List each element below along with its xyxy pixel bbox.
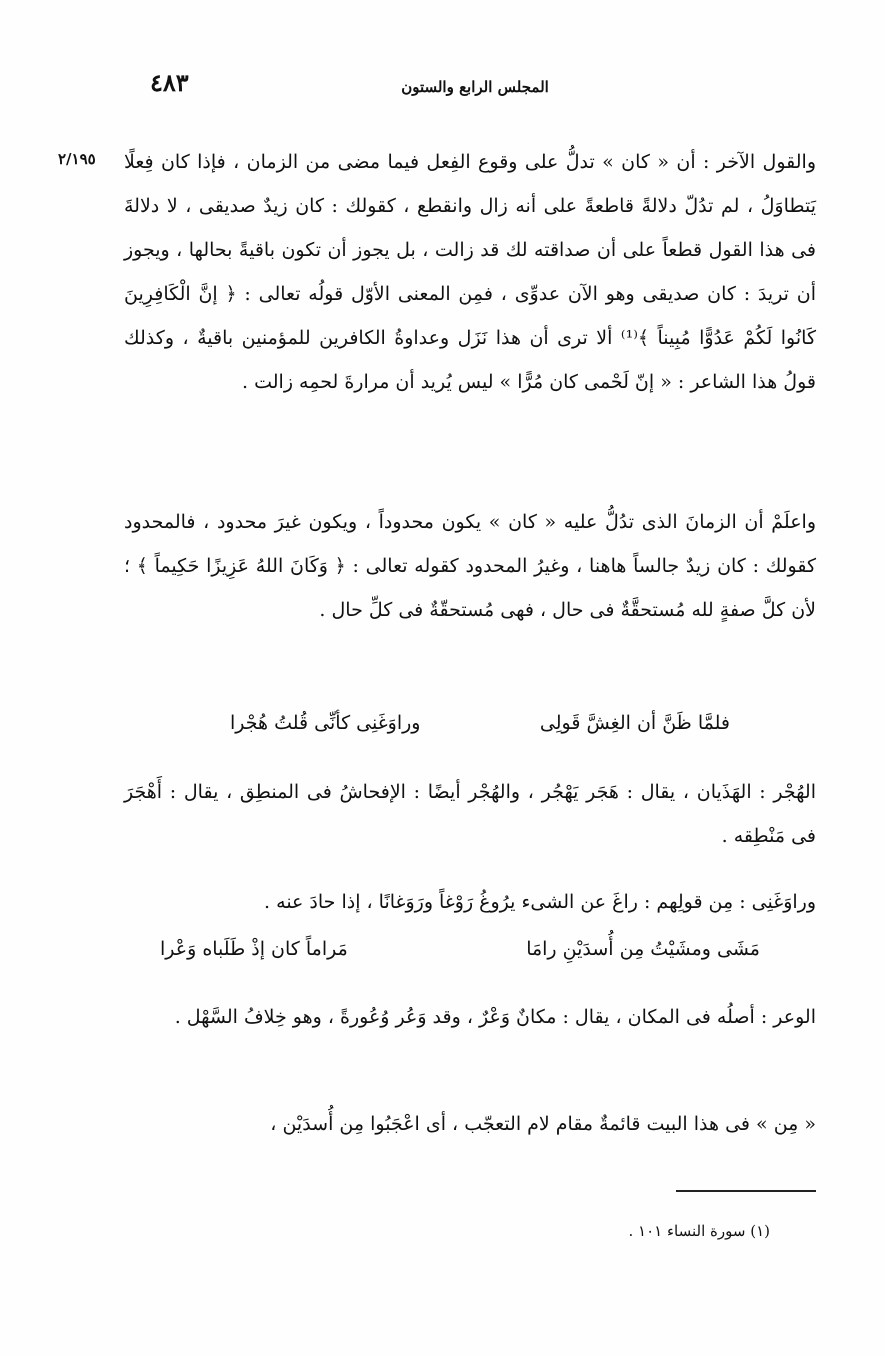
verse-1-left-hemistich: وراوَغَنِى كأنِّى قُلتُ هُجْرا <box>230 712 421 734</box>
paragraph-5-text: الوعر : أصلُه فى المكان ، يقال : مكانٌ وَعْرٌ ، وقد وَعُر وُعُورةً ، وهو خِلافُ السَّهْل . <box>174 1006 816 1028</box>
paragraph-1-text: والقول الآخر : أن « كان » تدلُّ على وقوع الفِعل فيما مضى من الزمان ، فإذا كان فِعلًا يَتطاوَلُ ، لم تدُلّ دلالةً قاطعةً على أنه زال وانقطع ، كقولك : كان زيدٌ صديقى ، لا دلالةَ فى هذا القول قطعاً على أن صداقته لك قد زالت ، بل يجوز أن تكون باقيةً بحالها ، ويجوز أن تريدَ : كان صديقى وهو الآن عدوِّى ، فمِن المعنى الأوّل قولُه تعالى : ﴿ إنَّ الْكَافِرِينَ كَانُوا لَكُمْ عَدُوًّا مُبِيناً ﴾⁽¹⁾ ألا ترى أن هذا نَزَل وعداوةُ الكافرين للمؤمنين باقيةٌ ، وكذلك قولُ هذا الشاعر : « إنّ لَحْمى كان مُرًّا » ليس يُريد أن مرارةَ لحمِه زالت . <box>124 151 816 393</box>
paragraph-6-text: « مِن » فى هذا البيت قائمةٌ مقام لام التعجّب ، أى اعْجَبُوا مِن أُسدَيْن ، <box>270 1113 816 1135</box>
footnote-divider <box>676 1190 816 1192</box>
paragraph-3 <box>124 770 816 858</box>
verse-2 <box>160 938 760 960</box>
margin-reference: ٢/١٩٥ <box>58 150 96 168</box>
paragraph-5 <box>124 995 816 1039</box>
verse-1-right-hemistich: فلمَّا ظَنَّ أن الغِشَّ قَولِى <box>539 712 730 734</box>
paragraph-4-text: وراوَغَنِى : مِن قولِهم : راغَ عن الشىء يرُوغُ رَوْغاً ورَوَغانًا ، إذا حادَ عنه . <box>264 891 816 913</box>
paragraph-1 <box>124 140 816 404</box>
page-number: ٤٨٣ <box>150 68 189 97</box>
paragraph-3-text: الهُجْر : الهَذَيان ، يقال : هَجَر يَهْجُر ، والهُجْر أيضًا : الإفحاشُ فى المنطِق ، يقال : أَهْجَرَ فى مَنْطِقه . <box>124 781 816 847</box>
paragraph-2 <box>124 500 816 632</box>
paragraph-6 <box>124 1102 816 1146</box>
paragraph-2-text: واعلَمْ أن الزمانَ الذى تدُلُّ عليه « كان » يكون محدوداً ، ويكون غيرَ محدود ، فالمحدود كقولك : كان زيدٌ جالساً هاهنا ، وغيرُ المحدود كقوله تعالى : ﴿ وَكَانَ اللهُ عَزِيزًا حَكِيماً ﴾ ؛ لأن كلَّ صفةٍ لله مُستحقَّةٌ فى حال ، فهى مُستحقّةٌ فى كلِّ حال . <box>124 511 816 621</box>
chapter-header: المجلس الرابع والستون <box>401 78 549 96</box>
verse-2-right-hemistich: مَشَى ومشَيْتُ مِن أُسدَيْنِ رامَا <box>526 938 760 960</box>
footnote: (١) سورة النساء ١٠١ . <box>628 1222 770 1240</box>
verse-2-left-hemistich: مَراماً كان إذْ طَلَباه وَعْرا <box>160 938 348 960</box>
paragraph-4 <box>124 880 816 924</box>
verse-1 <box>230 712 730 734</box>
